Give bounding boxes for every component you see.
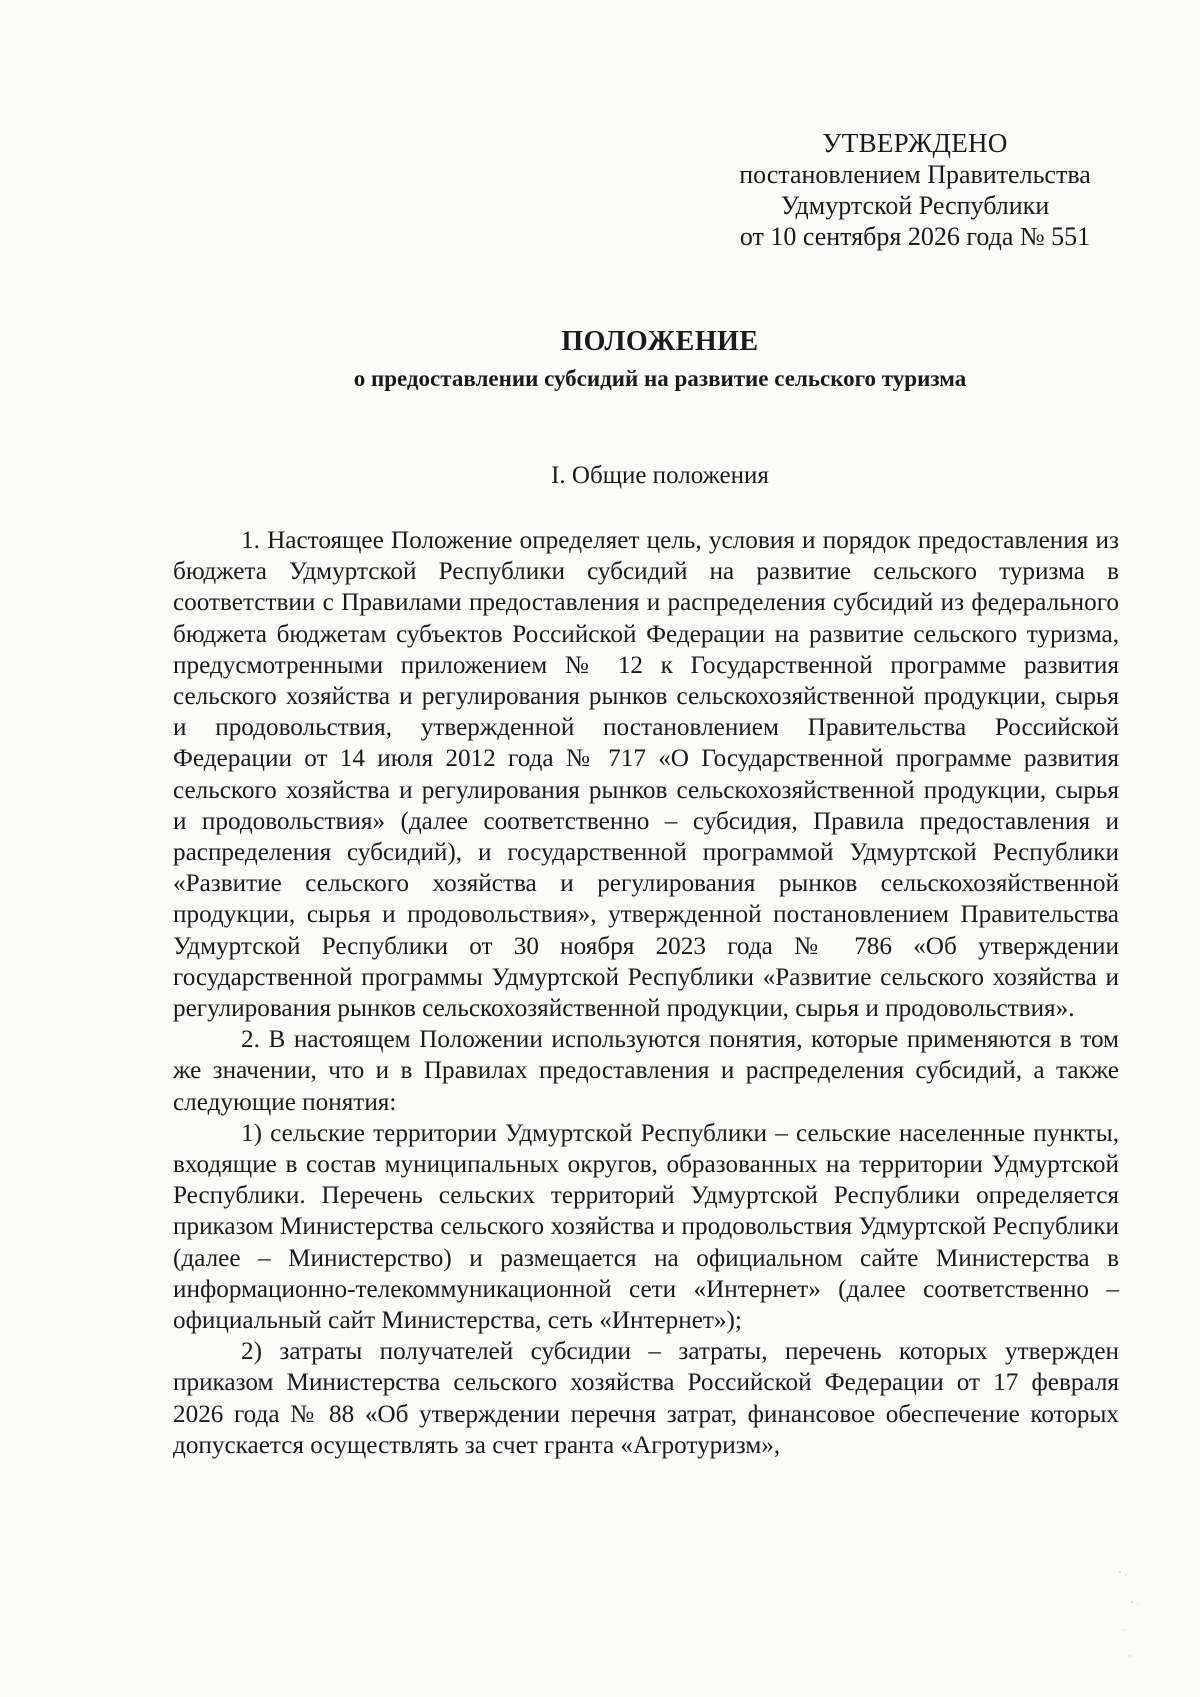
scan-specks — [1080, 1560, 1200, 1680]
paragraph-2: 2. В настоящем Положении используются понятия, которые применяются в том же значении, что и в Правилах предоставления и распределения субсидий, а также следующие понятия: — [173, 1026, 1119, 1116]
section-heading: I. Общие положения — [551, 462, 769, 489]
paragraph-2-item-1: 1) сельские территории Удмуртской Республики – сельские населенные пункты, входящие в состав муниципальных округов, образованных на территории Удмуртской Республики. Перечень сельских территорий Удмуртской Республики определяется приказом Министерства сельского хозяйства и продовольствия Удмуртской Республики (далее – Министерство) и размещается на официальном сайте Министерства в информационно-телекоммуникационной сети «Интернет» (далее соответственно – официальный сайт Министерства, сеть «Интернет»); — [173, 1119, 1119, 1335]
approval-date-number: от 10 сентября 2026 года № 551 — [739, 222, 1091, 251]
paragraph-2-item-2: 2) затраты получателей субсидии – затраты, перечень которых утвержден приказом Министерства сельского хозяйства Российской Федерации от 17 февраля 2026 года № 88 «Об утверждении перечня затрат, финансовое обеспечение которых допускается осуществлять за счет гранта «Агротуризм», — [173, 1338, 1119, 1459]
approval-region: Удмуртской Республики — [780, 191, 1050, 220]
approval-authority: постановлением Правительства — [739, 160, 1091, 189]
approval-stamp-block — [700, 128, 1130, 252]
approval-heading: УТВЕРЖДЕНО — [822, 128, 1008, 158]
document-title: ПОЛОЖЕНИЕ — [561, 326, 759, 357]
document-title-block — [240, 323, 1080, 397]
paragraph-1: 1. Настоящее Положение определяет цель, условия и порядок предоставления из бюджета Удмуртской Республики субсидий на развитие сельского туризма в соответствии с Правилами предоставления и распределения субсидий из федерального бюджета бюджетам субъектов Российской Федерации на развитие сельского туризма, предусмотренными приложением № 12 к Государственной программе развития сельского хозяйства и регулирования рынков сельскохозяйственной продукции, сырья и продовольствия, утвержденной постановлением Правительства Российской Федерации от 14 июля 2012 года № 717 «О Государственной программе развития сельского хозяйства и регулирования рынков сельскохозяйственной продукции, сырья и продовольствия» (далее соответственно – субсидия, Правила предоставления и распределения субсидий), и государственной программой Удмуртской Республики «Развитие сельского хозяйства и регулирования рынков сельскохозяйственной продукции, сырья и продовольствия», утвержденной постановлением Правительства Удмуртской Республики от 30 ноября 2023 года № 786 «Об утверждении государственной программы Удмуртской Республики «Развитие сельского хозяйства и регулирования рынков сельскохозяйственной продукции, сырья и продовольствия». — [173, 527, 1119, 1023]
document-subtitle: о предоставлении субсидий на развитие сельского туризма — [353, 366, 967, 391]
document-body — [173, 525, 1119, 1461]
